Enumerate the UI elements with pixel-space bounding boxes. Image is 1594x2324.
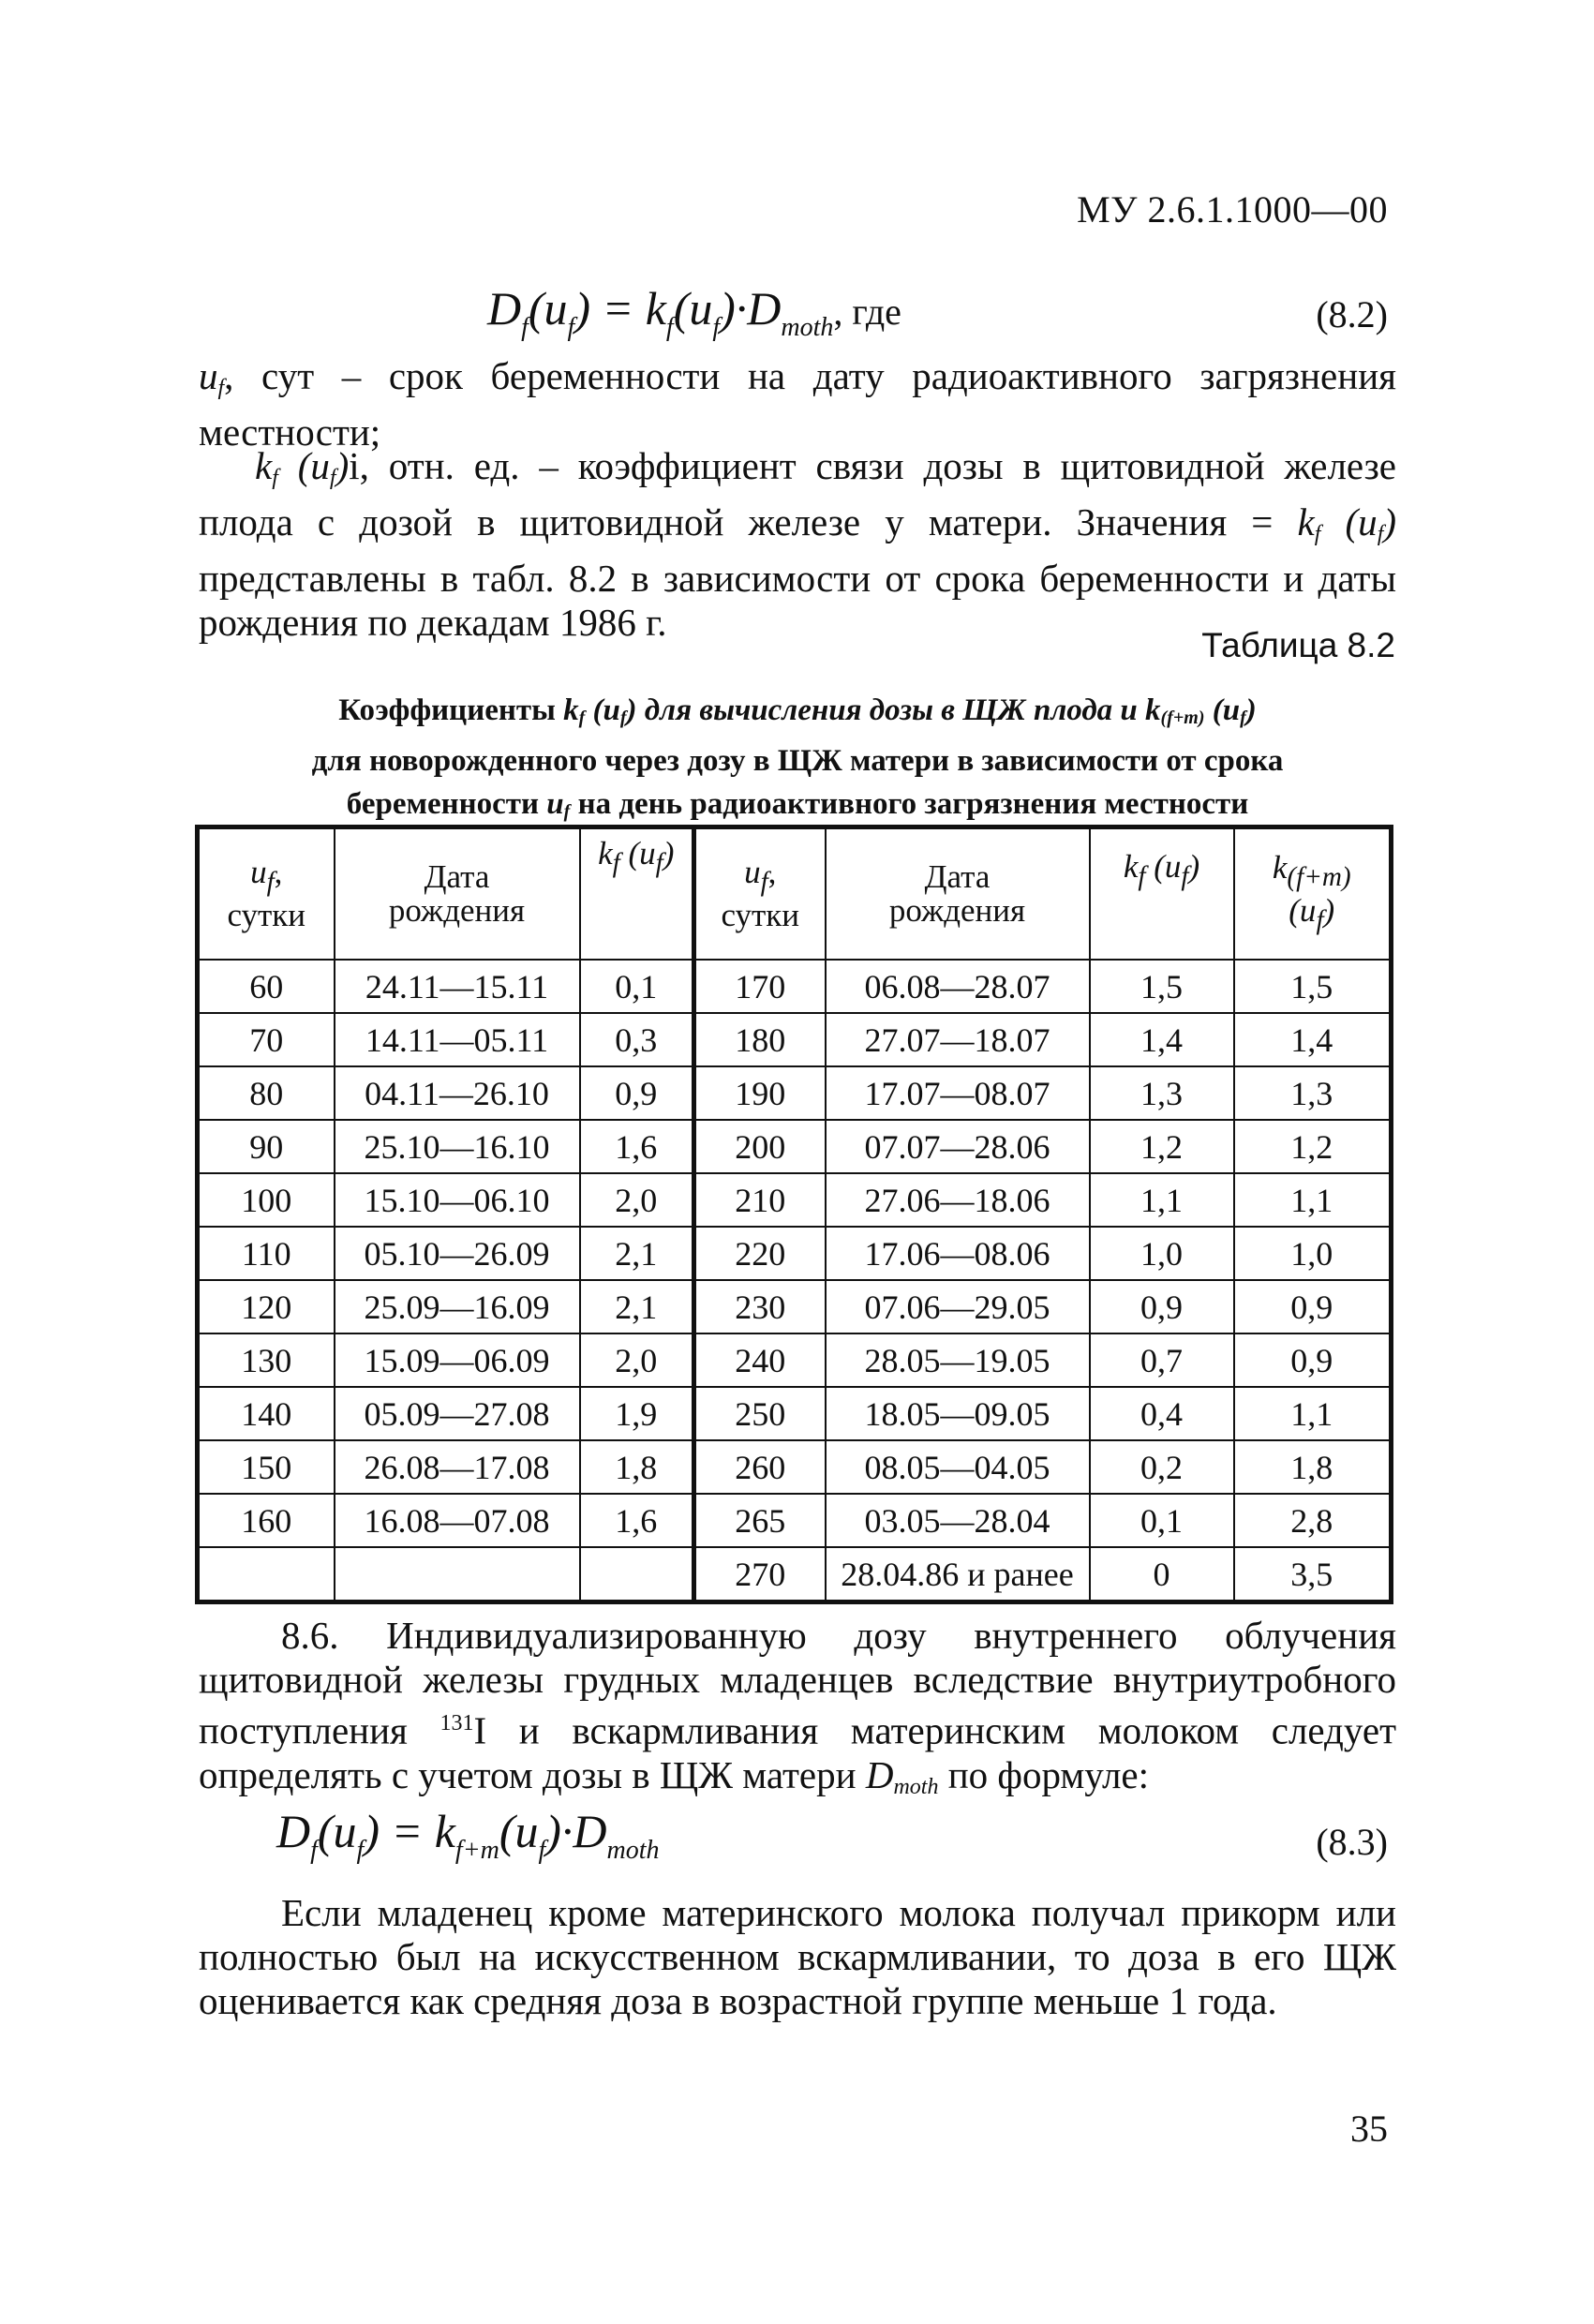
caption-k2: k: [1145, 693, 1161, 727]
caption-line-1: [199, 689, 1396, 739]
table-cell: 110: [198, 1227, 335, 1280]
h-comma: ,: [767, 854, 777, 890]
h-u-sub: f: [266, 867, 275, 897]
table-cell: 0,9: [580, 1066, 694, 1120]
table-cell: 3,5: [1234, 1547, 1392, 1602]
caption-k-sub: f: [578, 708, 586, 728]
table-cell: 0,9: [1234, 1280, 1392, 1333]
table-cell: 1,1: [1234, 1173, 1392, 1227]
table-cell: 0,1: [580, 960, 694, 1013]
table-cell: 265: [694, 1494, 826, 1547]
h-kf-arg: (u: [619, 835, 656, 872]
table-cell: 180: [694, 1013, 826, 1066]
table-cell: [335, 1547, 580, 1602]
table-cell: 120: [198, 1280, 335, 1333]
h-kf-close: ): [663, 835, 675, 872]
table-cell: 16.08—07.08: [335, 1494, 580, 1547]
table-cell: 1,9: [580, 1387, 694, 1440]
h-date1: Дата: [424, 858, 490, 895]
p86-dsub: moth: [893, 1774, 939, 1799]
table-cell: 1,5: [1234, 960, 1392, 1013]
caption-arg2: (u: [1204, 693, 1241, 727]
table-cell: 80: [198, 1066, 335, 1120]
page-number: 35: [1350, 2108, 1388, 2150]
table-cell: 27.06—18.06: [826, 1173, 1090, 1227]
table-cell: 2,0: [580, 1173, 694, 1227]
table-cell: 24.11—15.11: [335, 960, 580, 1013]
table-cell: 07.06—29.05: [826, 1280, 1090, 1333]
definition-kf-text: i, отн. ед. – коэффициент связи дозы в щитовидной железе плода с дозой в щитовидной железе у матери. Значения =: [199, 444, 1396, 544]
table-cell: 17.07—08.07: [826, 1066, 1090, 1120]
header-uf-days-2: [694, 827, 826, 961]
document-code: МУ 2.6.1.1000—00: [1077, 188, 1388, 231]
coefficients-table: [195, 825, 1393, 1604]
table-cell: 0,9: [1090, 1280, 1234, 1333]
table-cell: 170: [694, 960, 826, 1013]
table-row: [198, 1227, 1392, 1280]
table-cell: 1,6: [580, 1494, 694, 1547]
table-cell: 05.10—26.09: [335, 1227, 580, 1280]
table-cell: 2,8: [1234, 1494, 1392, 1547]
table-cell: 270: [694, 1547, 826, 1602]
var-k-close: ): [335, 444, 350, 487]
table-row: [198, 1173, 1392, 1227]
definition-kf: [199, 444, 1396, 645]
table-cell: 28.04.86 и ранее: [826, 1547, 1090, 1602]
table-row: [198, 1120, 1392, 1173]
caption-line-2: для новорожденного через дозу в ЩЖ матери в зависимости от срока: [311, 744, 1284, 778]
h-kfm: k: [1272, 849, 1288, 886]
table-cell: 2,1: [580, 1280, 694, 1333]
caption-u: u: [546, 787, 564, 821]
table-cell: 0,9: [1234, 1333, 1392, 1387]
table-cell: 60: [198, 960, 335, 1013]
definition-uf-text: , сут – срок беременности на дату радиоактивного загрязнения местности;: [199, 354, 1396, 454]
h-kfm-close: ): [1323, 892, 1335, 929]
h-comma: ,: [274, 854, 283, 890]
table-cell: 70: [198, 1013, 335, 1066]
table-row: [198, 1013, 1392, 1066]
equation-number-8-2: (8.2): [1316, 293, 1388, 335]
table-row: [198, 1494, 1392, 1547]
h-u: u: [744, 854, 761, 890]
table-cell: 08.05—04.05: [826, 1440, 1090, 1494]
header-birth-date: [335, 827, 580, 961]
table-cell: 18.05—09.05: [826, 1387, 1090, 1440]
p86-sup: 131: [439, 1711, 474, 1736]
table-cell: 1,4: [1090, 1013, 1234, 1066]
table-cell: 1,8: [580, 1440, 694, 1494]
table-cell: 0,7: [1090, 1333, 1234, 1387]
equation-number-8-3: (8.3): [1316, 1821, 1388, 1863]
table-cell: 140: [198, 1387, 335, 1440]
table-cell: 250: [694, 1387, 826, 1440]
table-cell: 03.05—28.04: [826, 1494, 1090, 1547]
table-cell: 1,6: [580, 1120, 694, 1173]
var-k2: k: [1297, 500, 1315, 544]
table-cell: 1,1: [1090, 1173, 1234, 1227]
h-kfm-arg: (u: [1289, 892, 1317, 929]
table-cell: 0,1: [1090, 1494, 1234, 1547]
table-cell: 1,5: [1090, 960, 1234, 1013]
table-cell: 1,2: [1234, 1120, 1392, 1173]
header-kf-2: [1090, 827, 1234, 961]
table-cell: 190: [694, 1066, 826, 1120]
h-kf-close: ): [1188, 848, 1200, 885]
var-k-sub: f: [272, 466, 278, 490]
table-cell: 15.09—06.09: [335, 1333, 580, 1387]
table-row: [198, 1387, 1392, 1440]
header-kfm: [1234, 827, 1392, 961]
h-date1: Дата: [924, 858, 991, 895]
paragraph-last: Если младенец кроме материнского молока получал прикорм или полностью был на искусственном вскармливании, то доза в его ЩЖ оценивается как средняя доза в возрастной группе меньше 1 года.: [199, 1891, 1396, 2022]
caption-arg2-sub: f: [1240, 708, 1246, 728]
paragraph-8-6: [199, 1614, 1396, 1810]
table-cell: 160: [198, 1494, 335, 1547]
table-cell: 28.05—19.05: [826, 1333, 1090, 1387]
p86-a: 8.6. Индивидуализированную дозу внутреннего облучения щитовидной железы грудных младенцев вследствие внутриутробного поступления: [199, 1614, 1396, 1752]
table-row: [198, 1066, 1392, 1120]
formula-where-word: где: [852, 290, 901, 333]
table-cell: 2,0: [580, 1333, 694, 1387]
h-kf-sub: f: [1138, 861, 1146, 891]
var-u: u: [199, 354, 218, 397]
table-cell: 260: [694, 1440, 826, 1494]
table-cell: 26.08—17.08: [335, 1440, 580, 1494]
table-cell: 04.11—26.10: [335, 1066, 580, 1120]
header-birth-date-2: [826, 827, 1090, 961]
h-kf-argsub: f: [1181, 861, 1189, 891]
var-k2-sub: f: [1314, 522, 1321, 546]
h-kfm-argsub: f: [1316, 905, 1324, 935]
table-cell: 1,2: [1090, 1120, 1234, 1173]
table-row: [198, 1280, 1392, 1333]
table-cell: 14.11—05.11: [335, 1013, 580, 1066]
caption-part: Коэффициенты: [338, 693, 564, 727]
h-kf: k: [1123, 848, 1139, 885]
h-days: сутки: [227, 897, 306, 933]
table-cell: 1,4: [1234, 1013, 1392, 1066]
caption-arg: (u: [585, 693, 620, 727]
table-cell: 0,4: [1090, 1387, 1234, 1440]
h-days: сутки: [721, 897, 800, 933]
table-cell: 0: [1090, 1547, 1234, 1602]
h-u-sub: f: [760, 867, 768, 897]
header-kf: [580, 827, 694, 961]
caption-k2-sub: (f+m): [1160, 708, 1205, 728]
h-u: u: [250, 854, 267, 890]
table-cell: 05.09—27.08: [335, 1387, 580, 1440]
table-label: Таблица 8.2: [1201, 626, 1395, 664]
h-kf-argsub: f: [655, 848, 663, 878]
table-row: [198, 960, 1392, 1013]
h-kf-arg: (u: [1145, 848, 1182, 885]
table-cell: 2,1: [580, 1227, 694, 1280]
h-kf: k: [598, 835, 613, 872]
var-k-arg: (u: [277, 444, 330, 487]
table-cell: [580, 1547, 694, 1602]
caption-u-sub: f: [563, 801, 571, 822]
var-k2-argsub: f: [1377, 522, 1384, 546]
var-k-argsub: f: [329, 466, 336, 490]
h-date2: рождения: [888, 892, 1026, 929]
table-cell: 27.07—18.07: [826, 1013, 1090, 1066]
p86-b: I и вскармливания материнским молоком следует определять с учетом дозы в ЩЖ матери: [199, 1708, 1396, 1796]
formula-8-2: $D_f(u_f) = k_f(u_f)\cdot D_{moth}$, где: [487, 282, 901, 342]
h-date2: рождения: [388, 892, 526, 929]
table-cell: 1,3: [1090, 1066, 1234, 1120]
var-k2-arg: (u: [1320, 500, 1378, 544]
caption-arg-sub: f: [619, 708, 627, 728]
table-cell: 07.07—28.06: [826, 1120, 1090, 1173]
var-k2-close: ): [1383, 500, 1397, 544]
table-cell: 1,1: [1234, 1387, 1392, 1440]
table-row: [198, 1440, 1392, 1494]
h-kf-sub: f: [612, 848, 620, 878]
formula-8-3: $D_f(u_f) = k_{f+m}(u_f)\cdot D_{moth}$: [276, 1805, 660, 1865]
caption-k: k: [563, 693, 579, 727]
var-u-sub: f: [217, 376, 225, 400]
table-cell: 1,8: [1234, 1440, 1392, 1494]
definition-kf-tail: представлены в табл. 8.2 в зависимости от срока беременности и даты рождения по декадам 1986 г.: [199, 557, 1396, 644]
h-kfm-sub: (f+m): [1287, 862, 1351, 892]
table-cell: 240: [694, 1333, 826, 1387]
table-cell: 25.09—16.09: [335, 1280, 580, 1333]
table-cell: 230: [694, 1280, 826, 1333]
caption-part: беременности: [346, 787, 547, 821]
var-k: k: [255, 444, 273, 487]
table-cell: 1,0: [1090, 1227, 1234, 1280]
table-header-row: [198, 827, 1392, 961]
table-cell: 220: [694, 1227, 826, 1280]
caption-part: на день радиоактивного загрязнения местности: [570, 787, 1249, 821]
table-cell: 1,0: [1234, 1227, 1392, 1280]
table-cell: 200: [694, 1120, 826, 1173]
table-cell: 17.06—08.06: [826, 1227, 1090, 1280]
table-cell: 130: [198, 1333, 335, 1387]
table-cell: 150: [198, 1440, 335, 1494]
caption-close: ): [1245, 693, 1257, 727]
table-caption: [199, 689, 1396, 833]
table-row: [198, 1547, 1392, 1602]
table-cell: 1,3: [1234, 1066, 1392, 1120]
table-cell: 210: [694, 1173, 826, 1227]
table-cell: 25.10—16.10: [335, 1120, 580, 1173]
header-uf-days: [198, 827, 335, 961]
table-cell: 100: [198, 1173, 335, 1227]
table-cell: 0,2: [1090, 1440, 1234, 1494]
caption-part: ) для вычисления дозы в ЩЖ плода и: [626, 693, 1146, 727]
table-cell: 90: [198, 1120, 335, 1173]
definition-uf: [199, 354, 1396, 454]
p86-c: по формуле:: [938, 1752, 1150, 1796]
table-cell: 15.10—06.10: [335, 1173, 580, 1227]
p86-d: D: [865, 1752, 894, 1796]
table-cell: 0,3: [580, 1013, 694, 1066]
table-cell: 06.08—28.07: [826, 960, 1090, 1013]
table-row: [198, 1333, 1392, 1387]
table-cell: [198, 1547, 335, 1602]
